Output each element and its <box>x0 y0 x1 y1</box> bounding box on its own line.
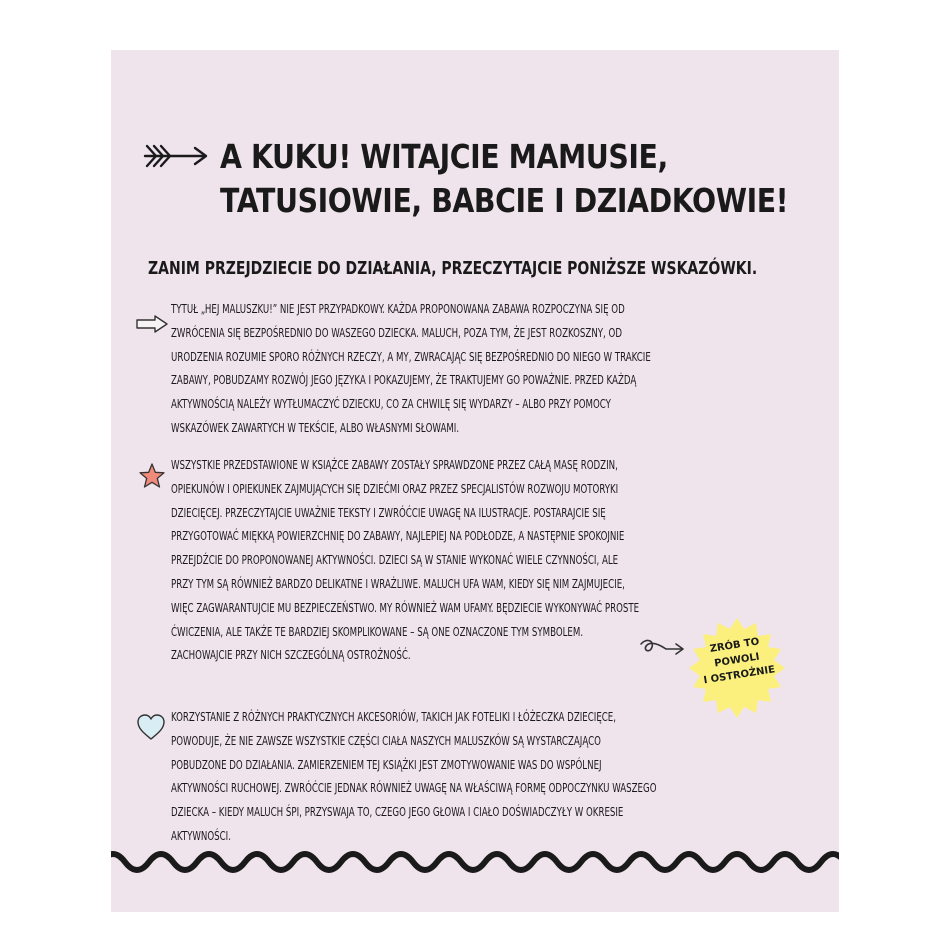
paragraph-intro: TYTUŁ „HEJ MALUSZKU!” NIE JEST PRZYPADKOWY. KAŻDA PROPONOWANA ZABAWA ROZPOCZYNA SIĘ OD ZWRÓCENIA SIĘ BEZPOŚREDNIO DO WASZEGO DZIECKA. MALUCH, POZA TYM, ŻE JEST ROZKOSZNY, OD URODZENIA ROZUMIE SPORO RÓŻNYCH RZECZY, A MY, ZWRACAJĄC SIĘ BEZPOŚREDNIO DO NIEGO W TRAKCIE ZABAWY, POBUDZAMY ROZWÓJ JEGO JĘZYKA I POKAZUJEMY, ŻE TRAKTUJEMY GO POWAŻNIE. PRZED KAŻDĄ AKTYWNOŚCIĄ NALEŻY WYTŁUMACZYĆ DZIECKU, CO ZA CHWILĘ SIĘ WYDARZY – ALBO PRZY POMOCY WSKAZÓWEK ZAWARTYCH W TEKŚCIE, ALBO WŁASNYMI SŁOWAMI. <box>171 302 651 435</box>
pointing-hand-icon <box>135 313 169 335</box>
caution-badge-text: ZRÓB TO POWOLI I OSTROŻNIE <box>702 636 776 687</box>
book-page <box>111 50 839 912</box>
squiggle-arrow-icon <box>638 636 688 662</box>
wavy-line-decoration <box>111 840 839 880</box>
paragraph-accessories: KORZYSTANIE Z RÓŻNYCH PRAKTYCZNYCH AKCESORIÓW, TAKICH JAK FOTELIKI I ŁÓŻECZKA DZIECIĘCE, POWODUJE, ŻE NIE ZAWSZE WSZYSTKIE CZĘŚCI CIAŁA NASZYCH MALUSZKÓW SĄ WYSTARCZAJĄCO POBUDZONE DO DZIAŁANIA. ZAMIERZENIEM TEJ KSIĄŻKI JEST ZMOTYWOWANIE WAS DO WSPÓLNEJ AKTYWNOŚCI RUCHOWEJ. ZWRÓĆCIE JEDNAK RÓWNIEŻ UWAGĘ NA WŁAŚCIWĄ FORMĘ ODPOCZYNKU WASZEGO DZIECKA – KIEDY MALUCH ŚPI, PRZYSWAJA TO, CZEGO JEGO GŁOWA I CIAŁO DOŚWIADCZYŁY W OKRESIE AKTYWNOŚCI. <box>171 710 657 843</box>
title-line-1: A KUKU! WITAJCIE MAMUSIE, <box>220 137 668 176</box>
paragraph-safety: WSZYSTKIE PRZEDSTAWIONE W KSIĄŻCE ZABAWY ZOSTAŁY SPRAWDZONE PRZEZ CAŁĄ MASĘ RODZIN, OPIEKUNÓW I OPIEKUNEK ZAJMUJĄCYCH SIĘ DZIEĆMI ORAZ PRZEZ SPECJALISTÓW ROZWOJU MOTORYKI DZIECIĘCEJ. PRZECZYTAJCIE UWAŻNIE TEKSTY I ZWRÓĆCIE UWAGĘ NA ILUSTRACJE. POSTARAJCIE SIĘ PRZYGOTOWAĆ MIĘKKĄ POWIERZCHNIĘ DO ZABAWY, NAJLEPIEJ NA PODŁODZE, A NASTĘPNIE SPOKOJNIE PRZEJDŹCIE DO PROPONOWANEJ AKTYWNOŚCI. DZIECI SĄ W STANIE WYKONAĆ WIELE CZYNNOŚCI, ALE PRZY TYM SĄ RÓWNIEŻ BARDZO DELIKATNE I WRAŻLIWE. MALUCH UFA WAM, KIEDY SIĘ NIM ZAJMUJECIE, WIĘC ZAGWARANTUJCIE MU BEZPIECZEŃSTWO. MY RÓWNIEŻ WAM UFAMY. BĘDZIECIE WYKONYWAĆ PROSTE ĆWICZENIA, ALE TAKŻE TE BARDZIEJ SKOMPLIKOWANE – SĄ ONE OZNACZONE TYM SYMBOLEM. ZACHOWAJCIE PRZY NICH SZCZEGÓLNĄ OSTROŻNOŚĆ. <box>171 458 640 663</box>
arrow-icon <box>143 142 211 170</box>
page-subtitle: ZANIM PRZEJDZIECIE DO DZIAŁANIA, PRZECZYTAJCIE PONIŻSZE WSKAZÓWKI. <box>148 259 758 279</box>
page-title <box>220 135 789 223</box>
title-line-2: TATUSIOWIE, BABCIE I DZIADKOWIE! <box>220 181 789 220</box>
heart-icon <box>135 712 167 742</box>
star-icon <box>138 462 166 490</box>
